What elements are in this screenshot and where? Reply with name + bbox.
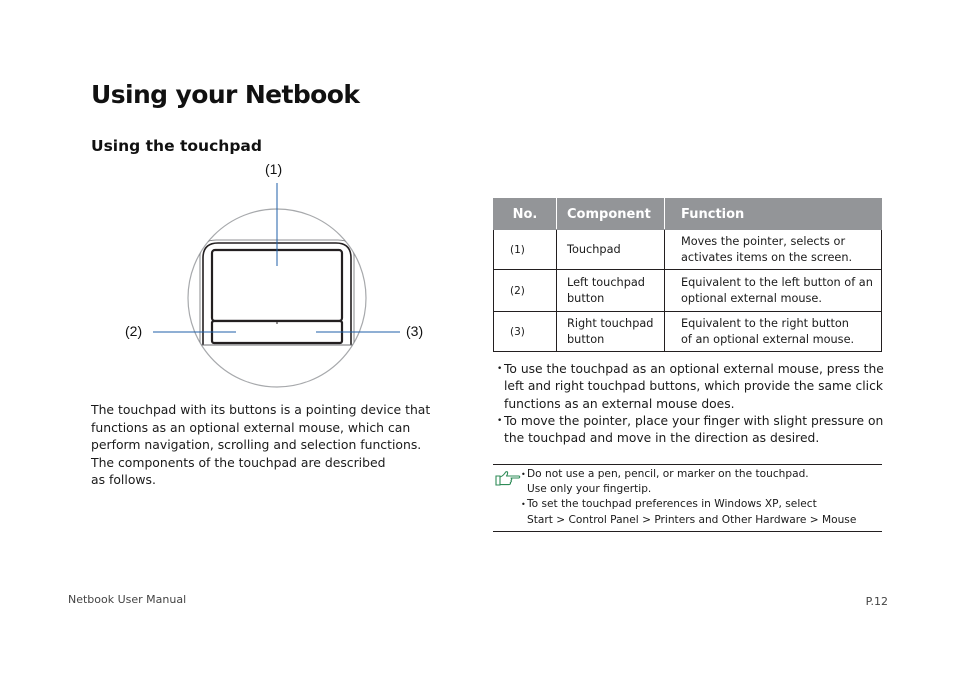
table-header-row	[494, 199, 882, 230]
row-function	[665, 312, 882, 352]
table-row	[494, 230, 882, 270]
touchpad-illustration	[180, 240, 375, 345]
note-line: • Do not use a pen, pencil, or marker on the touchpad.	[527, 468, 809, 480]
function-line: Equivalent to the right button	[681, 316, 849, 330]
note-line: • To set the touchpad preferences in Windows XP, select	[527, 498, 817, 511]
row-component	[557, 230, 665, 270]
description-line: The touchpad with its buttons is a pointing device that	[91, 402, 431, 417]
touchpad-buttons	[212, 321, 342, 343]
bullet-line: functions as an external mouse does.	[504, 396, 735, 411]
function-line: of an optional external mouse.	[681, 332, 855, 346]
note-line: Use only your fingertip.	[527, 483, 652, 496]
row-component	[557, 312, 665, 352]
note-line: Start > Control Panel > Printers and Other Hardware > Mouse	[527, 513, 857, 526]
touchpad-description	[91, 401, 431, 489]
row-component	[557, 270, 665, 312]
list-item	[497, 413, 887, 448]
component-line: Touchpad	[567, 242, 621, 256]
function-line: optional external mouse.	[681, 291, 822, 305]
row-number: (3)	[494, 312, 557, 352]
section-heading: Using the touchpad	[91, 137, 262, 155]
row-number: (2)	[494, 270, 557, 312]
bullet-line: • To move the pointer, place your finger with slight pressure on	[504, 413, 884, 428]
header-component: Component	[557, 199, 665, 230]
callout-1: (1)	[265, 161, 283, 177]
row-function	[665, 270, 882, 312]
bullet-line: • To use the touchpad as an optional external mouse, press the	[504, 362, 884, 376]
component-line: Right touchpad	[567, 316, 654, 330]
description-line: as follows.	[91, 472, 156, 487]
bullet-line: the touchpad and move in the direction as desired.	[504, 431, 820, 446]
row-number: (1)	[494, 230, 557, 270]
table-row	[494, 312, 882, 352]
component-line: button	[567, 291, 605, 305]
pointing-hand-icon	[495, 470, 521, 486]
components-table	[493, 198, 882, 352]
function-line: Equivalent to the left button of an	[681, 275, 873, 289]
usage-bullets	[497, 361, 887, 447]
list-item	[521, 467, 856, 497]
header-no: No.	[494, 199, 557, 230]
page-title: Using your Netbook	[91, 80, 360, 109]
note-box	[493, 464, 882, 532]
header-function: Function	[665, 199, 882, 230]
row-function	[665, 230, 882, 270]
description-line: The components of the touchpad are described	[91, 454, 386, 470]
footer-page-number: P.12	[865, 595, 888, 608]
magnifier-circle	[188, 209, 366, 387]
description-line: functions as an optional external mouse, which can	[91, 419, 411, 435]
callout-3: (3)	[406, 323, 424, 339]
component-line: Left touchpad	[567, 275, 645, 289]
function-line: Moves the pointer, selects or	[681, 234, 846, 248]
bullet-line: left and right touchpad buttons, which provide the same click	[504, 379, 883, 394]
note-list	[521, 467, 856, 528]
footer-manual-name: Netbook User Manual	[68, 593, 187, 606]
callout-2: (2)	[125, 323, 143, 339]
description-line: perform navigation, scrolling and selection functions.	[91, 437, 422, 452]
list-item	[497, 361, 887, 413]
function-line: activates items on the screen.	[681, 250, 853, 264]
component-line: button	[567, 332, 605, 346]
touchpad-surface	[212, 250, 342, 321]
table-row	[494, 270, 882, 312]
list-item	[521, 497, 856, 527]
